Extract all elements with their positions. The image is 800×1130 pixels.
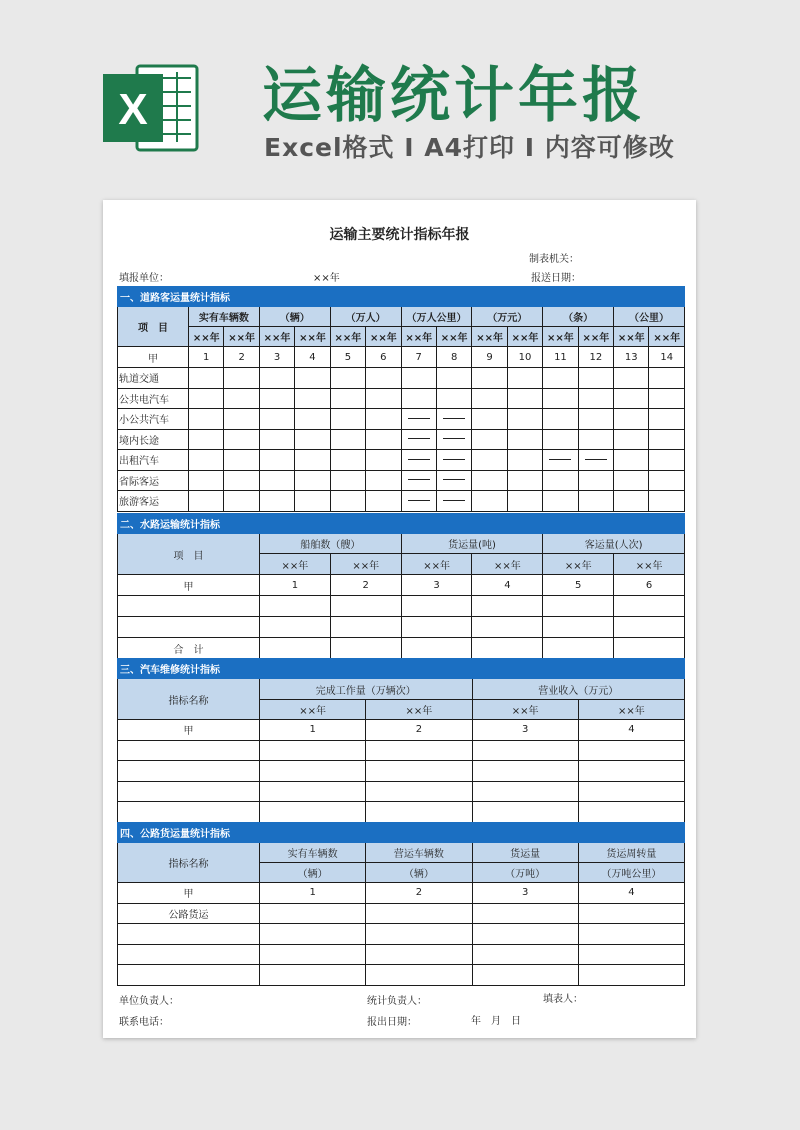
hero-title: 运输统计年报 — [262, 61, 646, 131]
col-unit: （辆） — [260, 863, 366, 883]
maker-label: 制表机关： — [529, 254, 579, 265]
col-number: 5 — [330, 347, 365, 368]
year-cell: ××年 — [401, 327, 436, 347]
col-unit: （万吨公里） — [578, 863, 684, 883]
group-header: 实有车辆数 — [189, 307, 260, 327]
col-number: 3 — [472, 883, 578, 904]
year-cell: ××年 — [436, 327, 471, 347]
total-label: 合 计 — [118, 638, 260, 659]
vehicle-repair-table — [117, 658, 685, 823]
col-number: 3 — [472, 720, 578, 741]
col-name: 货运量 — [472, 843, 578, 863]
table-row — [118, 761, 685, 782]
year-cell: ××年 — [330, 327, 365, 347]
col-number: 14 — [649, 347, 684, 368]
table-row — [118, 740, 685, 761]
group-header: 完成工作量（万辆次） — [260, 679, 473, 700]
document-title: 运输主要统计指标年报 — [329, 227, 470, 243]
year-cell: ××年 — [543, 327, 578, 347]
excel-logo-icon — [103, 62, 199, 154]
group-header: （万元） — [472, 307, 543, 327]
group-header: （辆） — [259, 307, 330, 327]
section-title: 四、公路货运量统计指标 — [118, 823, 685, 843]
group-header: 货运量(吨) — [401, 534, 543, 554]
dash-mark — [408, 500, 430, 501]
number-row — [118, 347, 685, 368]
report-date-label: 报送日期： — [531, 273, 581, 284]
waterway-table — [117, 513, 685, 659]
dash-mark — [408, 459, 430, 460]
year-cell: ××年 — [578, 327, 613, 347]
stat-head-label: 统计负责人： — [367, 996, 427, 1007]
table-row — [118, 802, 685, 823]
col-name: 货运周转量 — [578, 843, 684, 863]
table-row — [118, 409, 685, 430]
section-title: 三、汽车维修统计指标 — [118, 659, 685, 679]
col-number: 4 — [578, 883, 684, 904]
year-cell: ××年 — [472, 700, 578, 720]
dash-mark — [408, 418, 430, 419]
year-cell: ××年 — [614, 554, 685, 575]
col-number: 1 — [260, 720, 366, 741]
row-label: 省际客运 — [118, 470, 189, 491]
col-number: 4 — [472, 575, 543, 596]
table-row — [118, 924, 685, 945]
col-number: 2 — [330, 575, 401, 596]
col-number: 8 — [436, 347, 471, 368]
year-cell: ××年 — [366, 700, 472, 720]
road-freight-table — [117, 822, 685, 986]
row-label: 甲 — [118, 720, 260, 741]
col-unit: （万吨） — [472, 863, 578, 883]
col-unit: （辆） — [366, 863, 472, 883]
group-header: 船舶数（艘） — [260, 534, 402, 554]
year-cell: ××年 — [295, 327, 330, 347]
col-number: 4 — [578, 720, 684, 741]
col-number: 10 — [507, 347, 542, 368]
col-number: 2 — [224, 347, 259, 368]
unit-head-label: 单位负责人： — [119, 996, 179, 1007]
col-number: 1 — [260, 575, 331, 596]
row-label: 甲 — [118, 575, 260, 596]
year-cell: ××年 — [543, 554, 614, 575]
col-number: 5 — [543, 575, 614, 596]
col-number: 2 — [366, 720, 472, 741]
year-cell: ××年 — [330, 554, 401, 575]
row-label: 甲 — [118, 347, 189, 368]
row-label: 境内长途 — [118, 429, 189, 450]
table-row — [118, 368, 685, 389]
dash-mark — [443, 479, 465, 480]
table-row — [118, 429, 685, 450]
group-header: 营业收入（万元） — [472, 679, 685, 700]
year-row — [118, 327, 685, 347]
number-row — [118, 720, 685, 741]
table-row — [118, 470, 685, 491]
number-row — [118, 575, 685, 596]
dash-mark — [443, 418, 465, 419]
table-row — [118, 965, 685, 986]
section-title: 一、道路客运量统计指标 — [118, 287, 685, 307]
group-header: （万人公里） — [401, 307, 472, 327]
table-row — [118, 617, 685, 638]
total-row — [118, 638, 685, 659]
year-cell: ××年 — [649, 327, 684, 347]
year-label: ××年 — [313, 273, 340, 284]
number-row — [118, 883, 685, 904]
col-number: 1 — [189, 347, 224, 368]
col-number: 13 — [614, 347, 649, 368]
item-header: 指标名称 — [118, 843, 260, 883]
table-row — [118, 491, 685, 512]
group-header: 客运量(人次) — [543, 534, 685, 554]
dash-mark — [443, 438, 465, 439]
table-row — [118, 903, 685, 924]
table-row — [118, 596, 685, 617]
row-label: 甲 — [118, 883, 260, 904]
col-number: 12 — [578, 347, 613, 368]
group-header: （万人） — [330, 307, 401, 327]
year-cell: ××年 — [259, 327, 294, 347]
col-number: 6 — [614, 575, 685, 596]
section-title: 二、水路运输统计指标 — [118, 514, 685, 534]
table-row — [118, 388, 685, 409]
col-number: 3 — [259, 347, 294, 368]
row-label: 出租汽车 — [118, 450, 189, 471]
dash-mark — [443, 500, 465, 501]
table-row — [118, 450, 685, 471]
year-cell: ××年 — [472, 554, 543, 575]
dash-mark — [549, 459, 571, 460]
road-passenger-table — [117, 286, 685, 512]
group-header: （公里） — [614, 307, 685, 327]
col-number: 4 — [295, 347, 330, 368]
col-number: 2 — [366, 883, 472, 904]
dash-mark — [443, 459, 465, 460]
item-header: 指标名称 — [118, 679, 260, 720]
report-sheet — [103, 200, 696, 1038]
dash-mark — [585, 459, 607, 460]
item-header: 项 目 — [118, 534, 260, 575]
row-label: 旅游客运 — [118, 491, 189, 512]
filler-label: 填表人： — [543, 994, 583, 1005]
table-row — [118, 781, 685, 802]
year-cell: ××年 — [366, 327, 401, 347]
year-cell: ××年 — [224, 327, 259, 347]
col-number: 11 — [543, 347, 578, 368]
report-out-date-label: 报出日期： — [367, 1017, 417, 1028]
row-label: 公路货运 — [118, 903, 260, 924]
dash-mark — [408, 438, 430, 439]
col-number: 1 — [260, 883, 366, 904]
date-ymd: 年 月 日 — [471, 1016, 521, 1027]
col-number: 7 — [401, 347, 436, 368]
hero-header — [0, 0, 800, 190]
col-name: 实有车辆数 — [260, 843, 366, 863]
unit-label: 填报单位： — [119, 273, 169, 284]
item-header: 项 目 — [118, 307, 189, 347]
year-cell: ××年 — [578, 700, 684, 720]
col-number: 3 — [401, 575, 472, 596]
row-label: 公共电汽车 — [118, 388, 189, 409]
col-number: 9 — [472, 347, 507, 368]
col-number: 6 — [366, 347, 401, 368]
col-name: 营运车辆数 — [366, 843, 472, 863]
phone-label: 联系电话： — [119, 1017, 169, 1028]
year-cell: ××年 — [507, 327, 542, 347]
row-label: 轨道交通 — [118, 368, 189, 389]
logo-letter: X — [118, 85, 148, 134]
group-header: （条） — [543, 307, 614, 327]
hero-subtitle: Excel格式 I A4打印 I 内容可修改 — [264, 133, 675, 162]
year-cell: ××年 — [401, 554, 472, 575]
year-cell: ××年 — [260, 554, 331, 575]
year-cell: ××年 — [260, 700, 366, 720]
dash-mark — [408, 479, 430, 480]
year-cell: ××年 — [189, 327, 224, 347]
table-row — [118, 944, 685, 965]
row-label: 小公共汽车 — [118, 409, 189, 430]
year-cell: ××年 — [472, 327, 507, 347]
year-cell: ××年 — [614, 327, 649, 347]
